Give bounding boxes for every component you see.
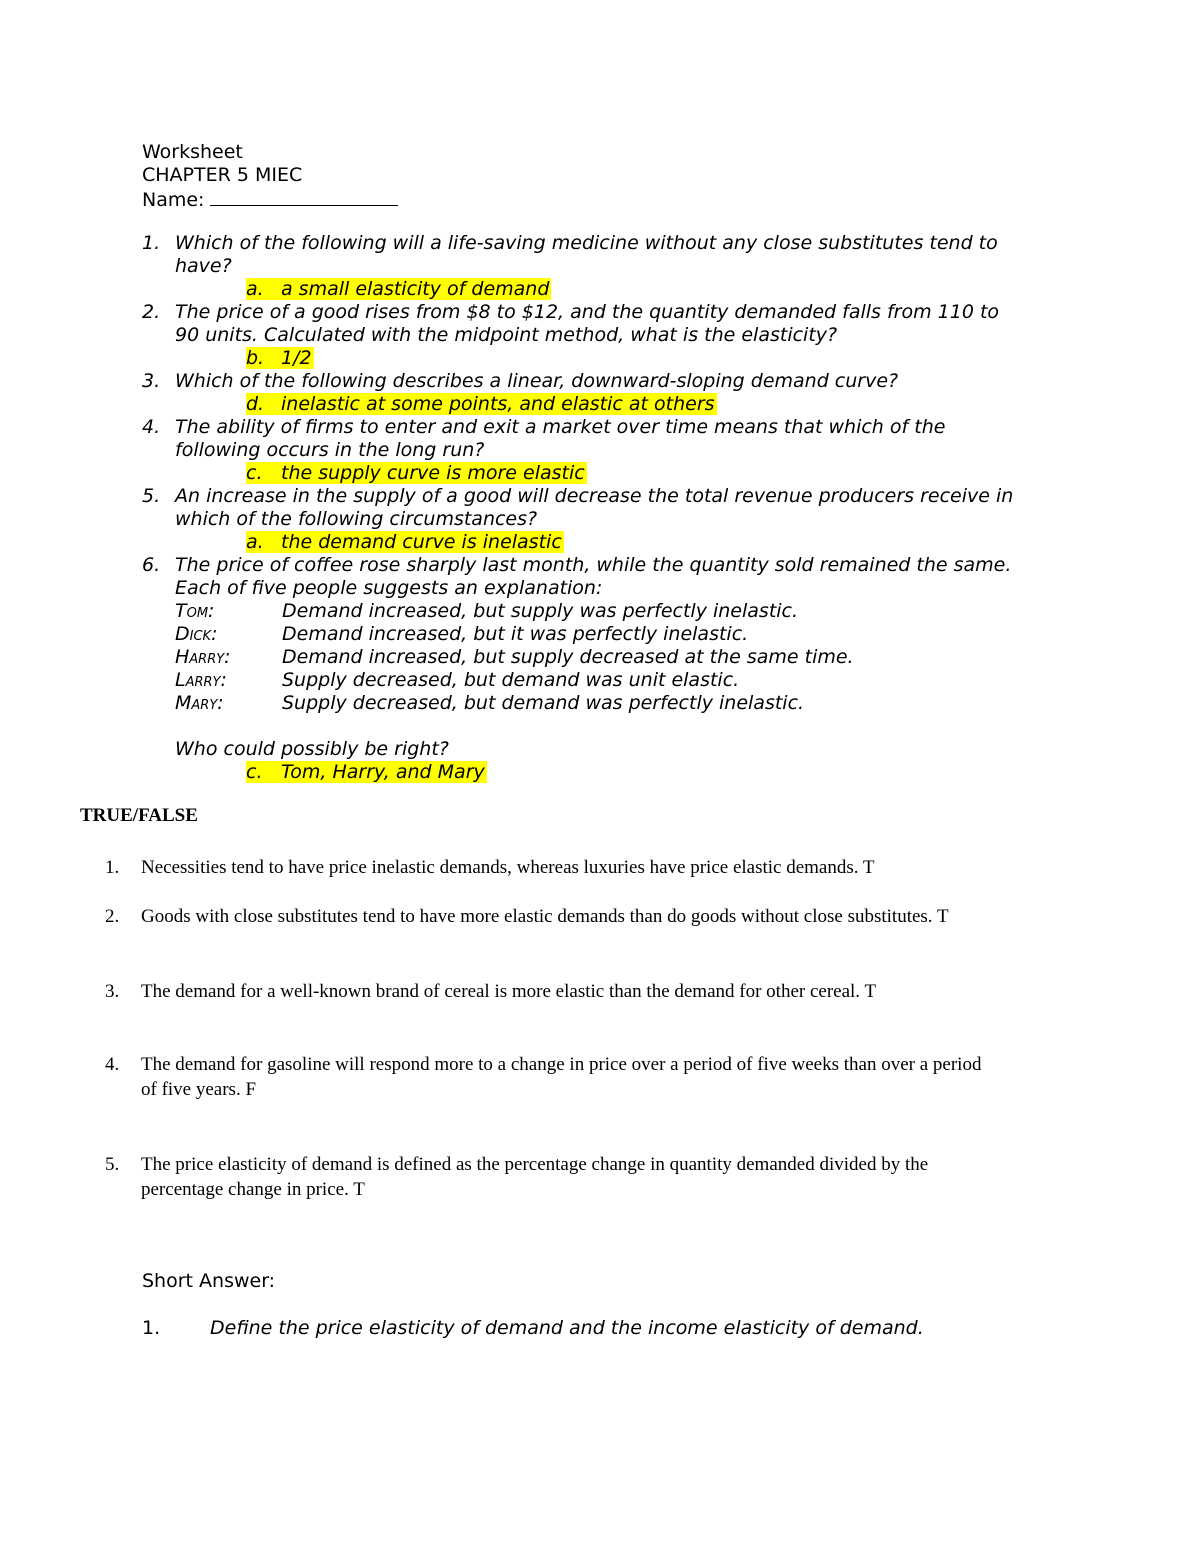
mc-question-6 [142,554,1062,600]
mc-question-1 [142,232,1062,278]
answer-letter: c. [246,462,263,484]
question-number: 3. [142,370,161,392]
mc-question-4 [142,416,1062,462]
tf-item-2 [105,904,1105,929]
question-text: An increase in the supply of a good will decrease the total revenue producers receive in [175,485,1014,507]
person-explanation: Supply decreased, but demand was unit elastic. [282,669,740,691]
item-text: The price elasticity of demand is defined as the percentage change in quantity demanded divided by the [141,1154,929,1175]
chapter-label: CHAPTER 5 MIEC [142,164,303,186]
item-number: 1. [142,1317,161,1339]
person-explanation: Demand increased, but supply was perfectly inelastic. [282,600,799,622]
person-name: Larry: [175,669,227,691]
answer-text: a small elasticity of demand [281,278,550,300]
person-explanation: Supply decreased, but demand was perfectly inelastic. [282,692,805,714]
person-name: Dick: [175,623,218,645]
name-blank-line [210,187,398,206]
answer-text: 1/2 [281,347,312,369]
question-number: 1. [142,232,161,254]
answer-letter: a. [246,531,264,553]
answer-text: Tom, Harry, and Mary [281,761,485,783]
question-number: 4. [142,416,161,438]
item-text: of five years. F [141,1079,257,1100]
item-number: 5. [105,1154,120,1175]
question-text: 90 units. Calculated with the midpoint method, what is the elasticity? [175,324,838,346]
question-number: 6. [142,554,161,576]
mc-answer-6 [246,761,1062,784]
answer-letter: d. [246,393,265,415]
question-number: 2. [142,301,161,323]
item-number: 3. [105,981,120,1002]
question-number: 5. [142,485,161,507]
name-row [142,187,398,212]
item-text: The demand for a well-known brand of cereal is more elastic than the demand for other cereal. T [141,981,877,1002]
question6-prompt: Who could possibly be right? [175,738,449,760]
true-false-heading: TRUE/FALSE [80,805,198,826]
explanation-row [175,646,1062,669]
item-text: Necessities tend to have price inelastic demands, whereas luxuries have price elastic demands. T [141,857,875,878]
item-number: 4. [105,1054,120,1075]
question-text: Which of the following will a life-saving medicine without any close substitutes tend to [175,232,998,254]
answer-letter: c. [246,761,263,783]
item-text: percentage change in price. T [141,1179,365,1200]
question-text: Each of five people suggests an explanation: [175,577,603,599]
explanation-row [175,600,1062,623]
mc-answer-4 [246,462,1062,485]
question-text: following occurs in the long run? [175,439,485,461]
person-explanation: Demand increased, but supply decreased at the same time. [282,646,854,668]
item-text: Define the price elasticity of demand and the income elasticity of demand. [210,1317,924,1339]
name-label: Name: [142,189,205,211]
answer-text: the supply curve is more elastic [281,462,585,484]
worksheet-header [142,141,398,212]
answer-letter: b. [246,347,265,369]
question-text: Which of the following describes a linear, downward-sloping demand curve? [175,370,899,392]
person-name: Harry: [175,646,231,668]
mc-answer-5 [246,531,1062,554]
mc-question-2 [142,301,1062,347]
tf-item-5 [105,1152,1105,1202]
person-explanation: Demand increased, but it was perfectly inelastic. [282,623,749,645]
explanation-row [175,669,1062,692]
worksheet-title: Worksheet [142,141,243,163]
explanations-list [175,600,1062,715]
question-text: The price of a good rises from $8 to $12, and the quantity demanded falls from 110 to [175,301,1000,323]
item-text: The demand for gasoline will respond more to a change in price over a period of five weeks than over a period [141,1054,982,1075]
explanation-row [175,623,1062,646]
mc-answer-3 [246,393,1062,416]
short-answer-question-1 [142,1317,924,1339]
answer-text: the demand curve is inelastic [281,531,562,553]
question-text: which of the following circumstances? [175,508,538,530]
tf-item-4 [105,1052,1105,1102]
question-text: have? [175,255,232,277]
multiple-choice-section [142,232,1062,784]
question-text: The price of coffee rose sharply last month, while the quantity sold remained the same. [175,554,1012,576]
item-number: 1. [105,857,120,878]
short-answer-heading: Short Answer: [142,1270,276,1292]
mc-answer-1 [246,278,1062,301]
item-text: Goods with close substitutes tend to have more elastic demands than do goods without close substitutes. T [141,906,949,927]
explanation-row [175,692,1062,715]
mc-question-3 [142,370,1062,393]
answer-text: inelastic at some points, and elastic at others [281,393,715,415]
answer-letter: a. [246,278,264,300]
mc-question-5 [142,485,1062,531]
item-number: 2. [105,906,120,927]
question-text: The ability of firms to enter and exit a market over time means that which of the [175,416,946,438]
tf-item-1 [105,855,1105,880]
person-name: Mary: [175,692,224,714]
tf-item-3 [105,979,1105,1004]
person-name: Tom: [175,600,215,622]
mc-answer-2 [246,347,1062,370]
